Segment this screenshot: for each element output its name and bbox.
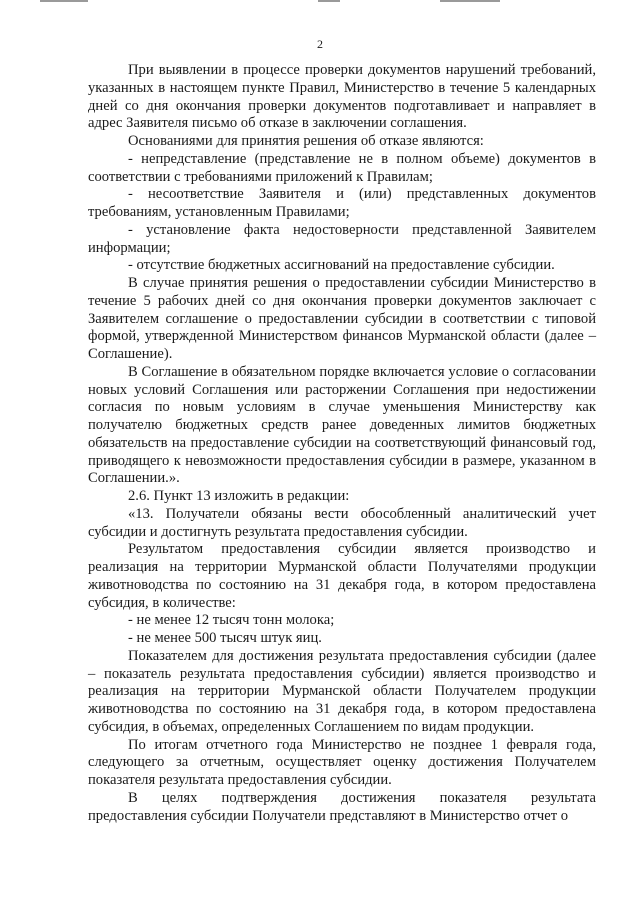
list-item-ground-nonconformity: - несоответствие Заявителя и (или) представленных документов требованиям, установленным Правилами; (88, 186, 596, 220)
list-item-milk: - не менее 12 тысяч тонн молока; (128, 612, 335, 629)
paragraph-agreement-conditions: В Соглашение в обязательном порядке включается условие о согласовании новых условий Соглашения или расторжении Соглашения при недостижении согласия по новым условиям в случае уменьшения Министерству как получателю бюджетных средств ранее доведенных лимитов бюджетных обязательств на предоставление субсидии на соответствующий финансовый год, приводящего к невозможности предоставления субсидии в размере, указанном в Соглашении.». (88, 363, 596, 487)
paragraph-clause-13: «13. Получатели обязаны вести обособленный аналитический учет субсидии и достигнуть результата предоставления субсидии. (88, 505, 596, 540)
scan-mark-center (318, 0, 340, 2)
paragraph-report-submission: В целях подтверждения достижения показателя результата предоставления субсидии Получатели представляют в Министерство отчет о (88, 789, 596, 824)
paragraph-annual-assessment: По итогам отчетного года Министерство не позднее 1 февраля года, следующего за отчетным, осуществляет оценку достижения Получателем показателя результата предоставления субсидии. (88, 736, 596, 788)
page-number: 2 (317, 37, 323, 51)
list-item-ground-false-info: - установление факта недостоверности представленной Заявителем информации; (88, 221, 596, 256)
paragraph-result-indicator: Показателем для достижения результата предоставления субсидии (далее – показатель результата предоставления субсидии) является производство и реализация на территории Мурманской области Получателем продукции животноводства по состоянию на 31 декабря года, в котором предоставлена субсидия, в объемах, определенных Соглашением по видам продукции. (88, 647, 596, 735)
document-body (88, 62, 596, 825)
paragraph-subsidy-result: Результатом предоставления субсидии является производство и реализация на территории Мурманской области Получателями продукции животноводства по состоянию на 31 декабря года, в котором предоставлена субсидия, в количестве: (88, 541, 596, 611)
scan-mark-right (440, 0, 500, 2)
paragraph-agreement-conclusion: В случае принятия решения о предоставлении субсидии Министерство в течение 5 рабочих дней со дня окончания проверки документов заключает с Заявителем соглашение о предоставлении субсидии в соответствии с типовой формой, утвержденной Министерством финансов Мурманской области (далее – Соглашение). (88, 275, 596, 362)
paragraph-clause-2-6: 2.6. Пункт 13 изложить в редакции: (128, 488, 350, 504)
list-item-ground-incomplete-docs: - непредставление (представление не в полном объеме) документов в соответствии с требованиями приложений к Правилам; (88, 150, 596, 185)
paragraph-refusal-grounds-heading: Основаниями для принятия решения об отказе являются: (128, 133, 484, 149)
list-item-ground-no-funds: - отсутствие бюджетных ассигнований на предоставление субсидии. (128, 257, 555, 274)
scan-mark-left (40, 0, 88, 2)
list-item-eggs: - не менее 500 тысяч штук яиц. (128, 630, 322, 646)
paragraph-refusal-letter: При выявлении в процессе проверки документов нарушений требований, указанных в настоящем пункте Правил, Министерство в течение 5 календарных дней со дня окончания проверки документов подготавливает и направляет в адрес Заявителя письмо об отказе в заключении соглашения. (88, 62, 596, 132)
